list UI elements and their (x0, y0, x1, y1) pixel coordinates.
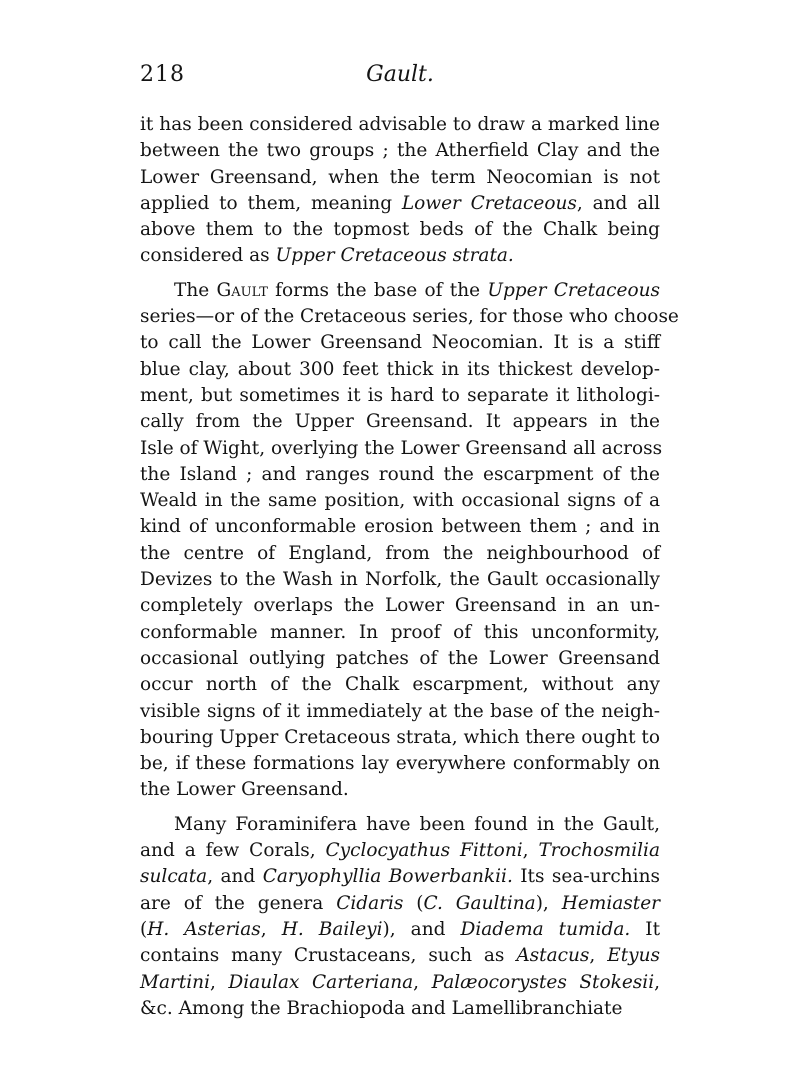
italic-text: Astacus (516, 945, 590, 967)
text-segment: It (630, 918, 661, 940)
italic-text: Martini (140, 971, 210, 993)
text-line (140, 541, 660, 567)
text-segment: conformable manner. In proof of this unconformity, (140, 621, 660, 643)
text-segment: be, if these formations lay everywhere conformably on (140, 753, 660, 775)
text-segment: applied to them, meaning (140, 192, 402, 214)
text-segment: , (654, 971, 660, 993)
text-segment: , (413, 971, 432, 993)
text-segment: Isle of Wight, overlying the Lower Greensand all across (140, 437, 663, 459)
text-segment: occasional outlying patches of the Lower Greensand (140, 647, 660, 669)
text-line (140, 751, 660, 777)
text-segment: cally from the Upper Greensand. It appears in the (140, 411, 660, 433)
text-segment: are of the genera (140, 892, 337, 914)
italic-text: Lower Cretaceous (401, 192, 577, 214)
italic-text: Upper Cretaceous strata. (275, 245, 514, 267)
text-segment: visible signs of it immediately at the base of the neigh- (140, 700, 660, 722)
italic-text: Diadema tumida. (460, 918, 631, 940)
text-segment: Its sea-urchins (512, 866, 660, 888)
italic-text: sulcata (140, 866, 208, 888)
text-segment: ( (140, 918, 148, 940)
text-segment: Many Foraminifera have been found in the Gault, (174, 813, 660, 835)
text-line (140, 777, 660, 803)
text-line (140, 917, 660, 943)
text-line (140, 243, 660, 269)
text-segment: the centre of England, from the neighbourhood of (140, 542, 660, 564)
text-segment: blue clay, about 300 feet thick in its thickest develop- (140, 358, 660, 380)
text-line (140, 725, 660, 751)
paragraph (140, 112, 660, 270)
text-line (140, 462, 660, 488)
text-line (140, 593, 660, 619)
text-segment: , (589, 945, 608, 967)
text-segment: and a few Corals, (140, 840, 326, 862)
italic-text: Cidaris (336, 892, 404, 914)
text-segment: Lower Greensand, when the term Neocomian is not (140, 166, 660, 188)
text-line (140, 996, 660, 1022)
italic-text: Hemiaster (561, 892, 660, 914)
text-line (140, 191, 660, 217)
text-line (140, 217, 660, 243)
text-line (140, 436, 663, 462)
text-line (140, 970, 660, 996)
text-line (140, 864, 660, 890)
text-line (140, 383, 660, 409)
text-segment: contains many Crustaceans, such as (140, 945, 517, 967)
italic-text: H. Asterias (147, 918, 261, 940)
text-segment: it has been considered advisable to draw a marked line (140, 114, 660, 135)
text-segment: kind of unconformable erosion between them ; and in (140, 516, 660, 538)
text-segment: , (522, 840, 539, 862)
text-line (140, 620, 660, 646)
text-line (140, 838, 660, 864)
body-text (140, 112, 679, 1022)
text-line (140, 514, 660, 540)
text-segment: between the two groups ; the Atherfield Clay and the (140, 140, 660, 162)
page-header (140, 62, 660, 92)
italic-text: Upper Cretaceous (487, 279, 660, 301)
text-segment: ( (403, 892, 424, 914)
paragraph (140, 278, 679, 804)
italic-text: H. Baileyi (281, 918, 383, 940)
text-segment: The (174, 279, 217, 301)
text-line (140, 646, 660, 672)
italic-text: Etyus (607, 945, 660, 967)
text-segment: the Island ; and ranges round the escarpment of the (140, 463, 660, 485)
text-segment: bouring Upper Cretaceous strata, which there ought to (140, 726, 660, 748)
text-line (140, 488, 660, 514)
text-segment: Weald in the same position, with occasional signs of a (140, 490, 660, 512)
text-segment: ), (535, 892, 562, 914)
text-line (140, 112, 660, 138)
text-line (140, 891, 660, 917)
text-line (140, 304, 679, 330)
text-segment: ), and (382, 918, 461, 940)
text-line (140, 699, 660, 725)
text-line (140, 672, 660, 698)
small-caps-text: Gault (216, 279, 268, 301)
text-segment: to call the Lower Greensand Neocomian. It is a stiff (140, 332, 660, 354)
text-line (140, 812, 660, 838)
text-segment: forms the base of the (267, 279, 488, 301)
text-line (140, 330, 660, 356)
text-segment: completely overlaps the Lower Greensand in an un- (140, 595, 660, 617)
text-line (140, 165, 660, 191)
text-segment: considered as (140, 245, 276, 267)
paragraph-gap (140, 270, 660, 278)
paragraph-gap (140, 804, 660, 812)
text-segment: occur north of the Chalk escarpment, without any (140, 674, 660, 696)
text-segment: above them to the topmost beds of the Chalk being (140, 219, 660, 241)
text-segment: , (210, 971, 229, 993)
text-line (140, 357, 660, 383)
italic-text: Palæocorystes Stokesii (431, 971, 655, 993)
text-line (140, 409, 660, 435)
text-segment: Devizes to the Wash in Norfolk, the Gault occasionally (140, 569, 660, 591)
paragraph (140, 812, 660, 1022)
italic-text: Diaulax Carteriana (228, 971, 414, 993)
italic-text: Cyclocyathus Fittoni (325, 840, 523, 862)
text-line (140, 138, 660, 164)
text-line (140, 278, 660, 304)
text-segment: , (260, 918, 282, 940)
text-segment: , and all (576, 192, 660, 214)
italic-text: C. Gaultina (423, 892, 536, 914)
running-title: Gault. (366, 62, 434, 87)
italic-text: Caryophyllia Bowerbankii. (262, 866, 513, 888)
text-line (140, 567, 660, 593)
text-line (140, 943, 660, 969)
page-number: 218 (140, 62, 185, 87)
text-segment: , and (207, 866, 263, 888)
text-segment: ment, but sometimes it is hard to separate it lithologi- (140, 384, 660, 406)
italic-text: Trochosmilia (538, 840, 661, 862)
text-segment: the Lower Greensand. (140, 779, 349, 801)
text-segment: series—or of the Cretaceous series, for those who choose (140, 306, 679, 328)
text-segment: &c. Among the Brachiopoda and Lamellibranchiate (140, 997, 623, 1019)
